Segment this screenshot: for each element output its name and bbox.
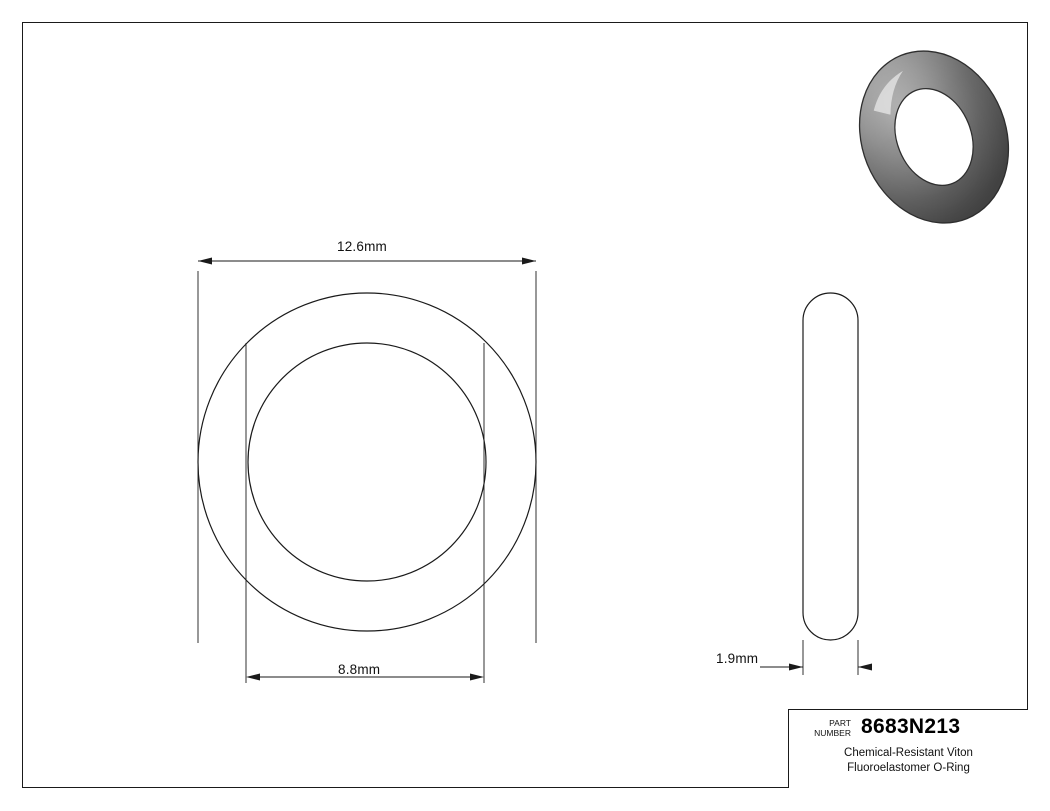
outer-arrow-left-icon <box>198 258 212 265</box>
inner-arrow-right-icon <box>470 674 484 681</box>
outer-circle <box>198 293 536 631</box>
part-description-line2: Fluoroelastomer O-Ring <box>847 762 970 774</box>
front-view <box>196 239 544 691</box>
inner-arrow-left-icon <box>246 674 260 681</box>
thickness-arrow-left-icon <box>789 664 803 671</box>
part-number-value: 8683N213 <box>861 715 961 738</box>
title-block <box>788 709 1028 788</box>
oring-3d-render <box>858 42 1010 232</box>
part-caption-line1: PART <box>829 718 851 728</box>
outer-diameter-label: 12.6mm <box>337 239 387 254</box>
cross-section-outline <box>803 293 858 640</box>
iso-view <box>858 42 1010 232</box>
section-view-geometry <box>700 243 1000 691</box>
part-description <box>789 746 1028 776</box>
part-caption-line2: NUMBER <box>814 728 851 738</box>
inner-circle <box>248 343 486 581</box>
front-view-geometry <box>196 243 544 691</box>
part-description-line1: Chemical-Resistant Viton <box>844 747 973 759</box>
part-number-caption <box>803 718 851 738</box>
thickness-label: 1.9mm <box>716 651 759 666</box>
oring-body <box>834 28 1033 245</box>
thickness-arrow-right-icon <box>858 664 872 671</box>
section-view <box>700 243 1000 691</box>
inner-diameter-label: 8.8mm <box>338 662 381 677</box>
title-block-part-row <box>789 710 1028 744</box>
outer-arrow-right-icon <box>522 258 536 265</box>
